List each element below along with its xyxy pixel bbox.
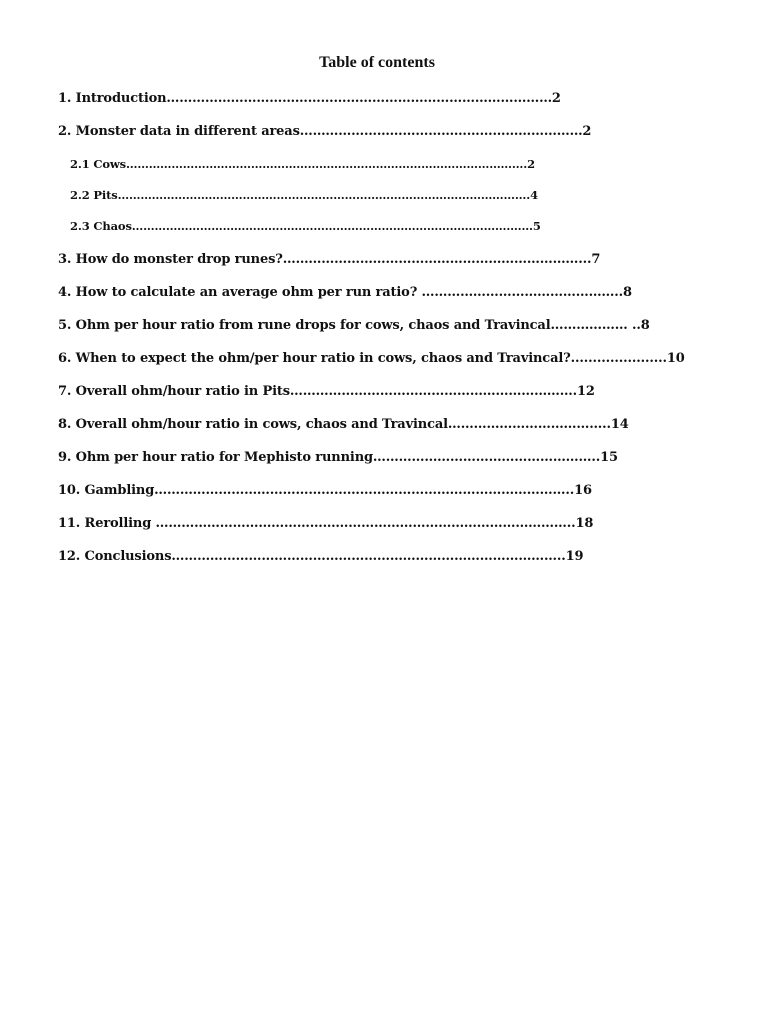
- toc-entry-monster-data: 2. Monster data in different areas…………………………………………………………2: [58, 124, 592, 139]
- page-title: Table of contents: [319, 54, 435, 71]
- toc-entry-mephisto: 9. Ohm per hour ratio for Mephisto running……………………………………………..15: [58, 450, 618, 465]
- toc-entry-ohm-per-hour-cows: 5. Ohm per hour ratio from rune drops for cows, chaos and Travincal……………… ..8: [58, 318, 650, 333]
- toc-entry-rerolling: 11. Rerolling ……………………………………………………………………………………..18: [58, 516, 594, 531]
- toc-entry-rune-drops: 3. How do monster drop runes?……………………………………………………………...7: [58, 252, 601, 267]
- toc-entry-ratio-pits: 7. Overall ohm/hour ratio in Pits………………………………………………………….12: [58, 384, 595, 399]
- toc-entry-chaos: 2.3 Chaos………………………………………………………………………………………….…5: [70, 219, 541, 233]
- toc-entry-pits: 2.2 Pits……………………………………………………………………………………………….4: [70, 188, 538, 202]
- toc-entry-cows: 2.1 Cows…………………………………………………………………………………………….2: [70, 157, 535, 171]
- toc-entry-ohm-per-run: 4. How to calculate an average ohm per run ratio? ………………………………………..8: [58, 285, 632, 300]
- toc-entry-introduction: 1. Introduction………………………………………………………………………………2: [58, 91, 561, 106]
- toc-entry-ratio-cows-chaos: 8. Overall ohm/hour ratio in cows, chaos and Travincal………………………………..14: [58, 417, 629, 432]
- toc-entry-when-to-expect: 6. When to expect the ohm/per hour ratio in cows, chaos and Travincal?......................10: [58, 351, 685, 366]
- toc-entry-conclusions: 12. Conclusions………………………………………………………………………………..19: [58, 549, 584, 564]
- toc-entry-gambling: 10. Gambling……………………………………………………………………………………..16: [58, 483, 592, 498]
